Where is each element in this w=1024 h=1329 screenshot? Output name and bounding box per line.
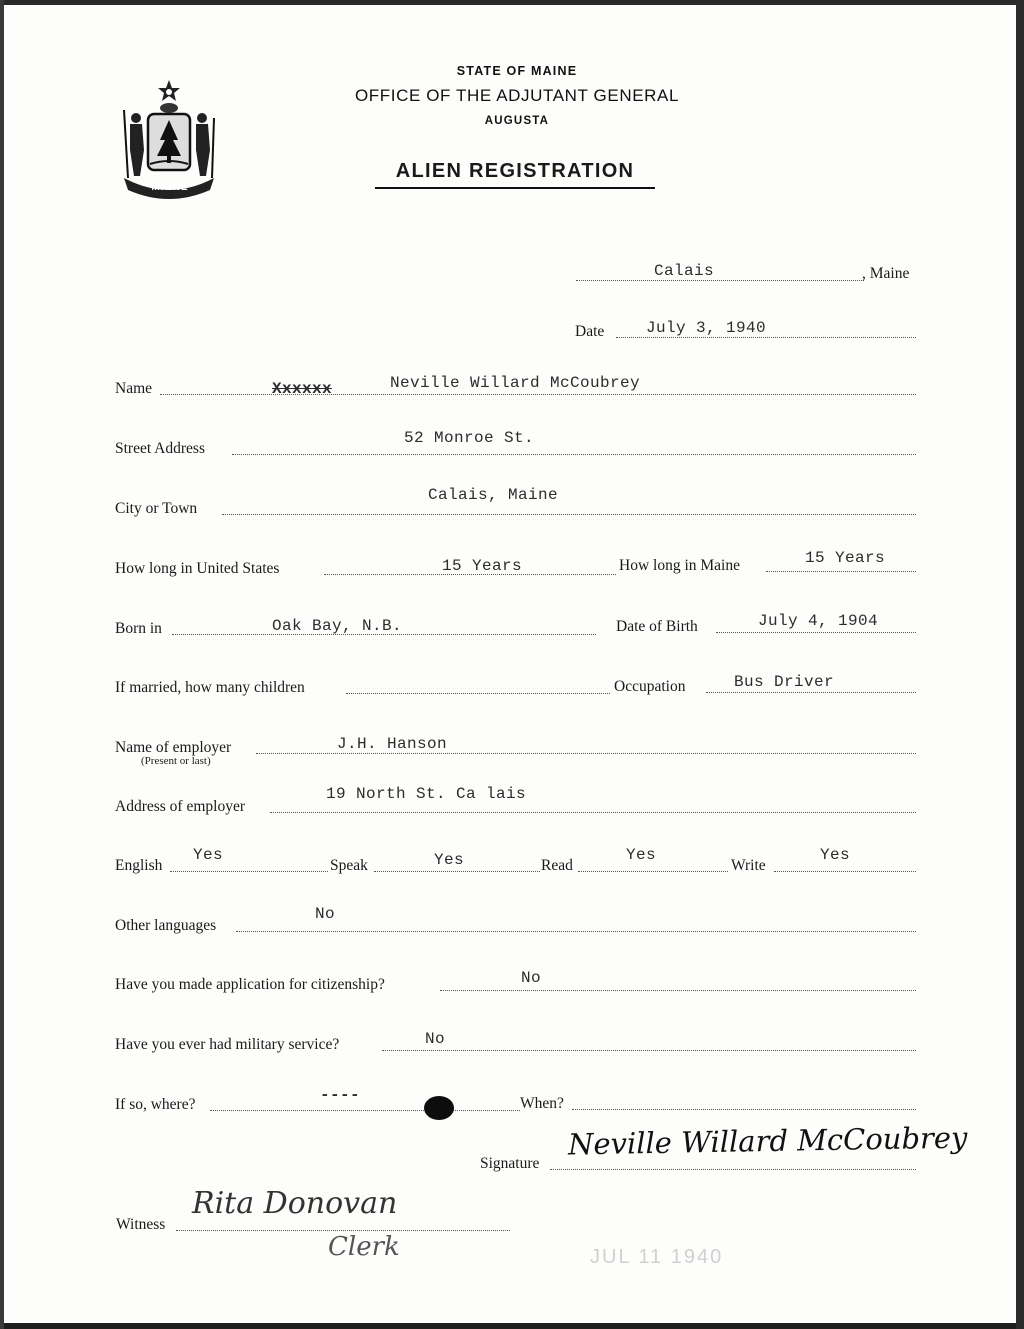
street-address-line [232,454,916,455]
date-line [616,337,916,338]
seal-banner-text: MAINE [151,182,189,193]
witness-line [176,1230,510,1231]
born-in-value: Oak Bay, N.B. [272,617,403,635]
title-underline [375,187,655,189]
name-struck-value: Xxxxxx [272,380,333,398]
town-value: Calais [654,262,715,280]
other-languages-line [236,931,916,932]
military-value: No [425,1030,446,1048]
date-of-birth-line [716,632,916,633]
write-line [774,871,916,872]
witness-signature: Rita Donovan [192,1186,398,1221]
scan-edge-left [0,0,4,1329]
employer-sub-label: (Present or last) [141,755,211,767]
office-heading: OFFICE OF THE ADJUTANT GENERAL [354,86,680,105]
citizenship-label: Have you made application for citizenship? [115,976,385,993]
employer-address-label: Address of employer [115,798,245,815]
employer-name-value: J.H. Hanson [337,735,448,753]
signature-line [550,1169,916,1170]
born-in-label: Born in [115,620,162,637]
date-of-birth-label: Date of Birth [616,618,698,635]
write-value: Yes [820,846,851,864]
employer-name-line [256,753,916,754]
ink-blot [424,1096,454,1120]
street-address-label: Street Address [115,440,205,457]
witness-label: Witness [116,1216,166,1233]
occupation-line [706,692,916,693]
occupation-label: Occupation [614,678,686,695]
other-languages-label: Other languages [115,917,217,934]
how-long-us-value: 15 Years [442,557,523,575]
military-line [382,1050,916,1051]
citizenship-line [440,990,916,991]
speak-value: Yes [434,851,465,869]
street-address-value: 52 Monroe St. [404,429,535,447]
signature-label: Signature [480,1155,540,1172]
witness-title: Clerk [328,1232,400,1262]
how-long-us-label: How long in United States [115,560,280,577]
how-long-maine-label: How long in Maine [619,557,740,574]
employer-name-label: Name of employer [115,739,232,756]
state-heading: STATE OF MAINE [456,64,578,78]
city-heading: AUGUSTA [484,115,550,127]
read-label: Read [541,857,573,874]
english-value: Yes [193,846,224,864]
other-languages-value: No [315,905,336,923]
if-so-where-label: If so, where? [115,1096,196,1113]
married-children-line [346,693,610,694]
scan-edge-right [1016,0,1024,1329]
town-line [576,280,864,281]
when-label: When? [520,1095,564,1112]
employer-address-line [270,812,916,813]
how-long-maine-value: 15 Years [805,549,886,567]
received-stamp: JUL 11 1940 [590,1246,724,1268]
form-title: ALIEN REGISTRATION [395,160,635,182]
city-value: Calais, Maine [428,486,559,504]
how-long-maine-line [766,571,916,572]
name-value: Neville Willard McCoubrey [390,374,641,392]
married-children-label: If married, how many children [115,679,305,696]
date-of-birth-value: July 4, 1904 [758,612,879,630]
write-label: Write [731,857,766,874]
scan-edge-bottom [0,1323,1024,1329]
applicant-signature: Neville Willard McCoubrey [567,1120,968,1162]
occupation-value: Bus Driver [734,673,835,691]
read-value: Yes [626,846,657,864]
speak-label: Speak [330,857,368,874]
date-value: July 3, 1940 [646,319,767,337]
date-label: Date [575,323,605,340]
employer-address-value: 19 North St. Ca lais [326,785,527,803]
english-label: English [115,857,163,874]
military-label: Have you ever had military service? [115,1036,340,1053]
speak-line [374,871,540,872]
name-label: Name [115,380,153,397]
read-line [578,871,728,872]
when-line [572,1109,916,1110]
if-so-where-line [210,1110,520,1111]
if-so-where-value: ---- [320,1086,361,1104]
scan-edge-top [0,0,1024,5]
citizenship-value: No [521,969,542,987]
english-line [170,871,328,872]
maine-suffix-label: , Maine [862,265,910,282]
city-label: City or Town [115,500,198,517]
city-line [222,514,916,515]
